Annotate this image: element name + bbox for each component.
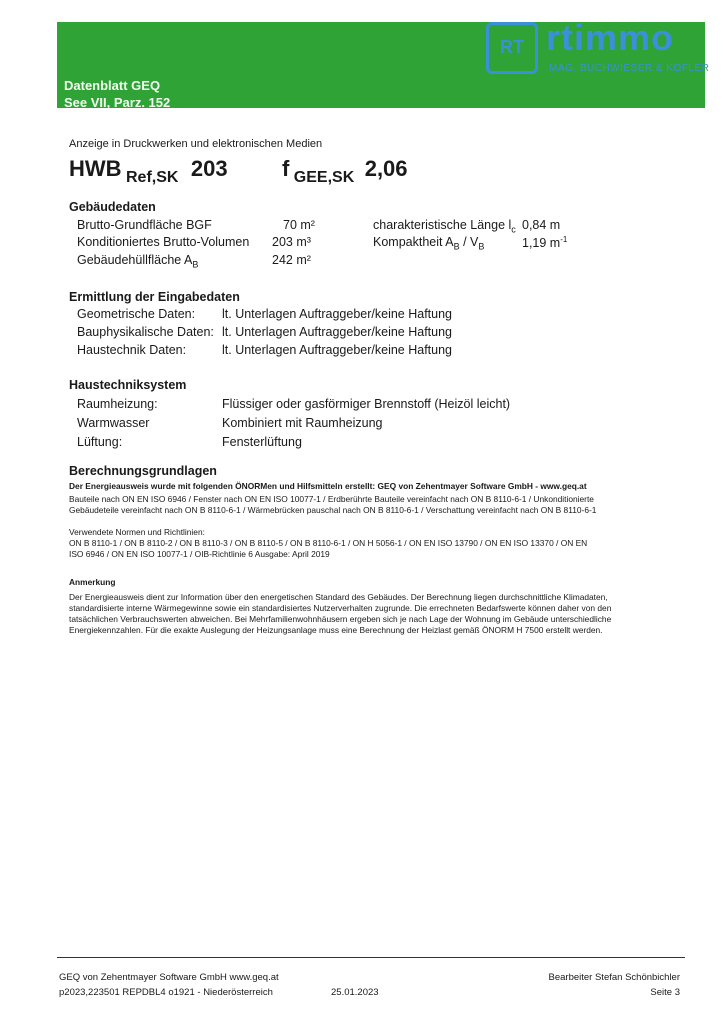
anmerkung-line: Der Energieausweis dient zur Information über den energetischen Standard des Gebäudes. Der Berechnung liegen durchschnittliche Klimadaten, (69, 592, 608, 602)
eingabe-row-value: lt. Unterlagen Auftraggeber/keine Haftung (222, 343, 453, 357)
logo-subtitle: MAG. BUCHWIESER & KOFLER (549, 63, 710, 74)
footer-divider (57, 957, 685, 958)
berechnung-intro: Der Energieausweis wurde mit folgenden ÖNORMen und Hilfsmitteln erstellt: GEQ von Zehentmayer Software GmbH - www.geq.at (69, 481, 587, 491)
section-title-gebaeudedaten: Gebäudedaten (69, 200, 156, 214)
anmerkung-line: Energiekennzahlen. Für die exakte Auslegung der Heizungsanlage muss eine Berechnung der Heizlast gemäß ÖNORM H 7500 erstellt werden. (69, 625, 603, 635)
haustechnik-row-label: Warmwasser (77, 416, 150, 430)
gebaeude-row-value: 70 m² (283, 218, 315, 232)
compactness-value: 1,19 $m^{-1}$ (522, 235, 568, 251)
haustechnik-row-value: Flüssiger oder gasförmiger Brennstoff (Heizöl leicht) (222, 397, 511, 411)
anmerkung-line: standardisierte interne Wärmegewinne sowie ein standardisiertes Nutzerverhalten zugrunde. Die errechneten Bedarfswerte können daher von den (69, 603, 612, 613)
logo-wordmark: rtimmo (546, 17, 675, 58)
hwb-indicator (69, 156, 228, 186)
footer-date: 25.01.2023 (331, 987, 379, 998)
section-title-berechnung: Berechnungsgrundlagen (69, 464, 217, 478)
eingabe-row-label: Haustechnik Daten: (77, 343, 187, 357)
anmerkung-line: tatsächlichen Verbrauchswerten abweichen. Bei Mehrfamilienwohnhäusern ergeben sich je nach Lage der Wohnung im Gebäude unterschiedliche (69, 614, 612, 624)
gebaeude-row-label: Konditioniertes Brutto-Volumen (77, 235, 250, 249)
normen-line: ON B 8110-1 / ON B 8110-2 / ON B 8110-3 / ON B 8110-5 / ON B 8110-6-1 / ON H 5056-1 / ON EN ISO 13790 / ON EN ISO 13370 / ON EN (69, 538, 588, 548)
datasheet-title (64, 77, 170, 111)
eingabe-row-value: lt. Unterlagen Auftraggeber/keine Haftung (222, 307, 453, 321)
gebaeude-row-value: 242 m² (272, 253, 311, 267)
footer-page-number: Seite 3 (650, 987, 680, 998)
title-line-1: Datenblatt GEQ (64, 78, 161, 93)
haustechnik-row-value: Fensterlüftung (222, 435, 302, 449)
footer-software: GEQ von Zehentmayer Software GmbH www.geq.at (59, 972, 279, 983)
compactness-label: Kompaktheit $A_B / V_B$ (373, 235, 485, 252)
fgee-label: f (282, 156, 290, 181)
haustechnik-row-label: Lüftung: (77, 435, 123, 449)
anmerkung-title: Anmerkung (69, 577, 116, 587)
hwb-subscript: Ref,SK (126, 169, 179, 186)
footer-editor: Bearbeiter Stefan Schönbichler (548, 972, 680, 983)
footer-project-ref: p2023,223501 REPDBL4 o1921 - Niederösterreich (59, 987, 273, 998)
gebaeude-row-label: Gebäudehüllfläche $A_B$ (77, 253, 199, 270)
eingabe-row-value: lt. Unterlagen Auftraggeber/keine Haftung (222, 325, 453, 339)
char-length-value: 0,84 m (522, 218, 561, 232)
hwb-value: 203 (190, 156, 228, 181)
intro-text: Anzeige in Druckwerken und elektronischen Medien (69, 138, 323, 150)
section-title-haustechnik: Haustechniksystem (69, 378, 187, 392)
title-line-2: See VII, Parz. 152 (64, 95, 171, 110)
hwb-label: HWB (69, 156, 122, 181)
normen-line: ISO 6946 / ON EN ISO 10077-1 / OIB-Richtlinie 6 Ausgabe: April 2019 (69, 549, 330, 559)
haustechnik-row-value: Kombiniert mit Raumheizung (222, 416, 383, 430)
berechnung-line: Bauteile nach ON EN ISO 6946 / Fenster nach ON EN ISO 10077-1 / Erdberührte Bauteile vereinfacht nach ON B 8110-6-1 / Unkonditionierte (69, 494, 594, 504)
berechnung-line: Gebäudeteile vereinfacht nach ON B 8110-6-1 / Wärmebrücken pauschal nach ON B 8110-6-1 / Verschattung vereinfacht nach ON B 8110-6-1 (69, 505, 597, 515)
eingabe-row-label: Geometrische Daten: (77, 307, 196, 321)
normen-title: Verwendete Normen und Richtlinien: (69, 527, 205, 537)
gebaeude-row-label: Brutto-Grundfläche BGF (77, 218, 212, 232)
section-title-eingabedaten: Ermittlung der Eingabedaten (69, 290, 240, 304)
fgee-value: 2,06 (364, 156, 408, 181)
gebaeude-row-value: 203 m³ (272, 235, 311, 249)
logo-mark: RT (486, 22, 538, 74)
char-length-label: charakteristische Länge $l_c$ (373, 218, 516, 235)
eingabe-row-label: Bauphysikalische Daten: (77, 325, 214, 339)
fgee-indicator (282, 156, 408, 186)
haustechnik-row-label: Raumheizung: (77, 397, 158, 411)
fgee-subscript: GEE,SK (293, 169, 355, 186)
